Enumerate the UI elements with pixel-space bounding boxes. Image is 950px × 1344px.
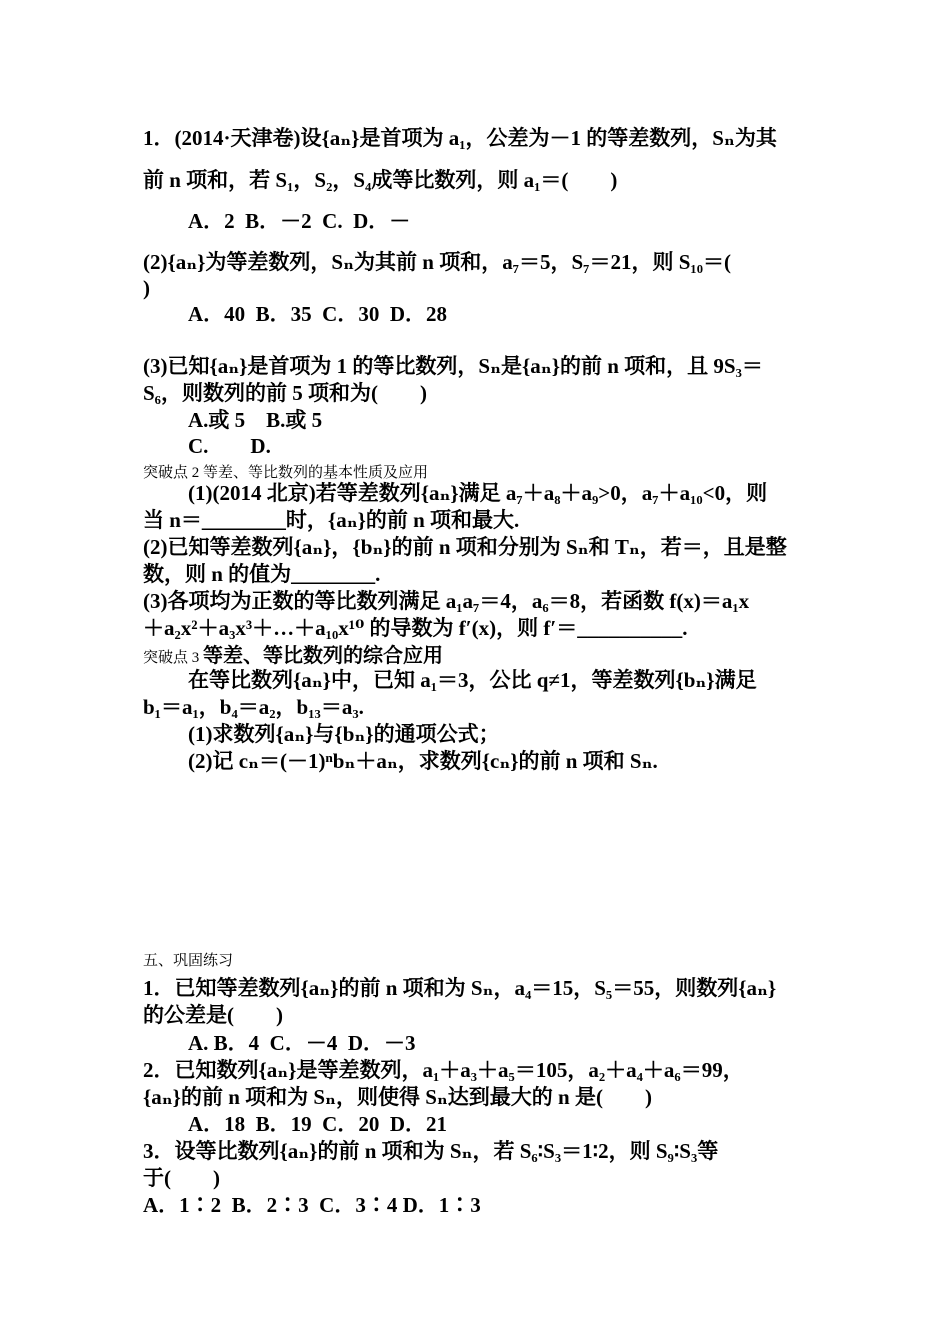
ex3-line-2: 于( ) [143, 1166, 220, 1190]
ex2-options: A．18 B．19 C．20 D．21 [188, 1112, 448, 1136]
ex3-options: A．1∶2 B．2∶3 C．3∶4 D．1∶3 [143, 1193, 481, 1217]
ex1-options: A. B．4 C．－4 D．－3 [188, 1031, 416, 1055]
q1-options: A．2 B．－2 C. D．－ [188, 209, 411, 233]
q3-line-2: S₆，则数列的前 5 项和为( ) [143, 381, 427, 405]
p3-line-1: 在等比数列{aₙ}中，已知 a₁＝3，公比 q≠1，等差数列{bₙ}满足 [188, 668, 757, 692]
p3-part-1: (1)求数列{aₙ}与{bₙ}的通项公式； [188, 722, 500, 746]
ex1-line-1: 1．已知等差数列{aₙ}的前 n 项和为 Sₙ，a₄＝15，S₅＝55，则数列{aₙ} [143, 976, 777, 1000]
p2-q3-line-2: ＋a₂x²＋a₃x³＋…＋a₁₀x¹⁰ 的导数为 f′(x)，则 f′＝__________. [143, 616, 688, 640]
ex2-line-2: {aₙ}的前 n 项和为 Sₙ，则使得 Sₙ达到最大的 n 是( ) [143, 1085, 652, 1109]
ex1-line-2: 的公差是( ) [143, 1003, 283, 1027]
ex2-line-1: 2．已知数列{aₙ}是等差数列，a₁＋a₃＋a₅＝105，a₂＋a₄＋a₆＝99， [143, 1058, 744, 1082]
p2-q1-line-2: 当 n＝________时，{aₙ}的前 n 项和最大. [143, 508, 520, 532]
section-heading-2: 突破点 2 等差、等比数列的基本性质及应用 [143, 465, 429, 481]
q3-options-cd: C. D. [188, 434, 271, 458]
q1-line-2: 前 n 项和，若 S₁，S₂，S₄成等比数列，则 a₁＝( ) [143, 168, 618, 192]
q2-line-1: (2){aₙ}为等差数列，Sₙ为其前 n 项和，a₇＝5，S₇＝21，则 S₁₀＝( [143, 250, 731, 274]
p2-q2-line-1: (2)已知等差数列{aₙ}，{bₙ}的前 n 项和分别为 Sₙ和 Tₙ，若＝，且是整 [143, 535, 787, 559]
practice-heading: 五、巩固练习 [143, 953, 234, 969]
q3-options-ab: A.或 5 B.或 5 [188, 408, 323, 432]
p3-line-2: b₁＝a₁，b₄＝a₂，b₁₃＝a₃. [143, 695, 364, 719]
q2-options: A．40 B．35 C．30 D．28 [188, 302, 448, 326]
p3-part-2: (2)记 cₙ＝(－1)ⁿbₙ＋aₙ，求数列{cₙ}的前 n 项和 Sₙ. [188, 749, 658, 773]
p2-q1-line-1: (1)(2014 北京)若等差数列{aₙ}满足 a₇＋a₈＋a₉>0，a₇＋a₁₀<0，则 [188, 481, 768, 505]
q1-line-1: 1．(2014·天津卷)设{aₙ}是首项为 a₁，公差为－1 的等差数列，Sₙ为其 [143, 126, 777, 150]
q2-line-2: ) [143, 276, 150, 300]
section-heading-3: 突破点 3 等差、等比数列的综合应用 [143, 645, 444, 667]
q3-line-1: (3)已知{aₙ}是首项为 1 的等比数列，Sₙ是{aₙ}的前 n 项和，且 9S₃＝ [143, 354, 763, 378]
p2-q2-line-2: 数，则 n 的值为________. [143, 562, 381, 586]
p2-q3-line-1: (3)各项均为正数的等比数列满足 a₁a₇＝4，a₆＝8，若函数 f(x)＝a₁x [143, 589, 750, 613]
ex3-line-1: 3．设等比数列{aₙ}的前 n 项和为 Sₙ，若 S₆∶S₃＝1∶2，则 S₉∶S₃等 [143, 1139, 719, 1163]
